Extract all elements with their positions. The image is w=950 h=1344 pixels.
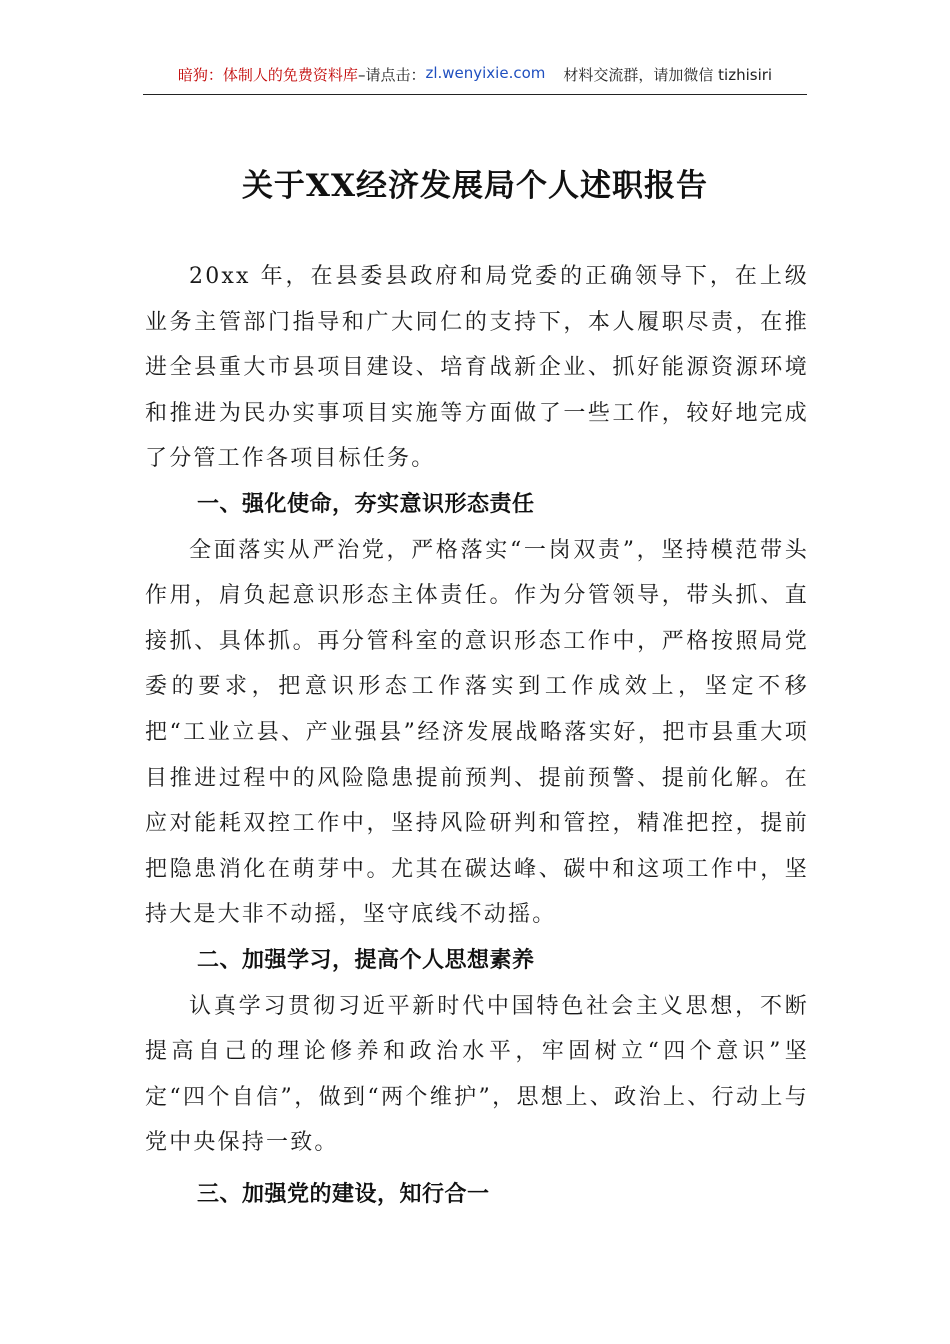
- header-wechat-note: 材料交流群，请加微信 tizhisiri: [563, 66, 773, 84]
- section-3-heading: 三、加强党的建设，知行合一: [197, 1181, 490, 1207]
- document-body: [145, 254, 809, 1217]
- section-1-body: 全面落实从严治党，严格落实“一岗双责”，坚持模范带头作用，肩负起意识形态主体责任。作为分管领导，带头抓、直接抓、具体抓。再分管科室的意识形态工作中，严格按照局党委的要求，把意识形态工作落实到工作成效上，坚定不移把“工业立县、产业强县”经济发展战略落实好，把市县重大项目推进过程中的风险隐患提前预判、提前预警、提前化解。在应对能耗双控工作中，坚持风险研判和管控，精准把控，提前把隐患消化在萌芽中。尤其在碳达峰、碳中和这项工作中，坚持大是大非不动摇，坚守底线不动摇。: [145, 537, 809, 928]
- document-title: 关于XX经济发展局个人述职报告: [241, 168, 709, 204]
- intro-paragraph: 20xx 年，在县委县政府和局党委的正确领导下，在上级业务主管部门指导和广大同仁的支持下，本人履职尽责，在推进全县重大市县项目建设、培育战新企业、抓好能源资源环境和推进为民办实事项目实施等方面做了一些工作，较好地完成了分管工作各项目标任务。: [145, 264, 809, 472]
- page-header: [143, 64, 807, 95]
- section-2-body: 认真学习贯彻习近平新时代中国特色社会主义思想，不断提高自己的理论修养和政治水平，牢固树立“四个意识”坚定“四个自信”，做到“两个维护”，思想上、政治上、行动上与党中央保持一致。: [145, 993, 809, 1156]
- header-url-link[interactable]: zl.wenyixie.com: [425, 64, 546, 82]
- section-2-heading: 二、加强学习，提高个人思想素养: [197, 947, 535, 973]
- header-brand: 暗狗：体制人的免费资料库: [177, 66, 358, 84]
- section-1-heading: 一、强化使命，夯实意识形态责任: [197, 491, 535, 517]
- header-click-prompt: –请点击：: [357, 66, 426, 84]
